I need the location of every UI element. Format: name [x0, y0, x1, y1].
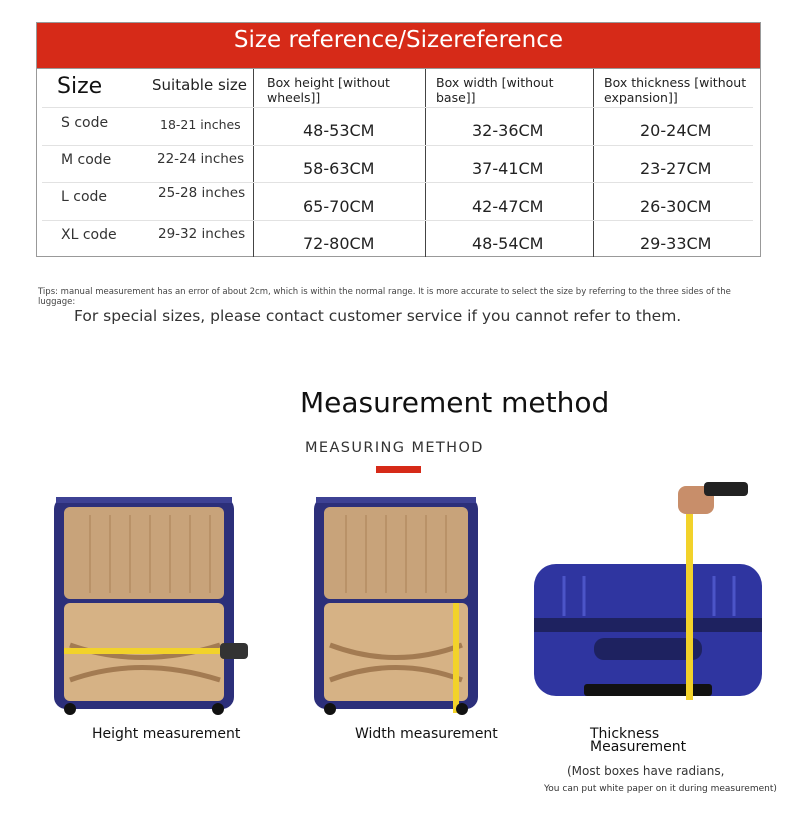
radians-note: (Most boxes have radians,: [567, 764, 725, 778]
row-thickness: 20-24CM: [640, 121, 712, 140]
header-suitable-size: Suitable size: [152, 76, 248, 94]
row-width: 48-54CM: [472, 234, 544, 253]
row-size-code: L code: [61, 189, 108, 205]
caption-thickness: [590, 728, 686, 754]
row-inches: 25-28 inches: [158, 185, 246, 201]
row-height: 58-63CM: [303, 159, 375, 178]
method-title: Measurement method: [300, 386, 610, 419]
tips-small-text: Tips: manual measurement has an error of about 2cm, which is within the normal range. It is more accurate to select the size by referring to the three sides of the luggage:: [38, 287, 731, 307]
accent-divider: [376, 466, 421, 473]
row-width: 37-41CM: [472, 159, 544, 178]
row-thickness: 23-27CM: [640, 159, 712, 178]
header-box-width: Box width [without base]]: [436, 75, 554, 105]
caption-thickness-line2: Measurement: [590, 739, 687, 755]
thickness-measurement-photo: [528, 476, 768, 706]
row-height: 65-70CM: [303, 197, 375, 216]
table-title-banner: Size reference/Sizereference: [37, 23, 760, 69]
caption-width: Width measurement: [355, 726, 498, 742]
method-subtitle: MEASURING METHOD: [305, 440, 484, 456]
row-size-code: S code: [61, 115, 109, 131]
header-size: Size: [57, 74, 103, 99]
table-grid: [37, 69, 760, 257]
row-height: 72-80CM: [303, 234, 375, 253]
row-width: 32-36CM: [472, 121, 544, 140]
header-box-height: Box height [without wheels]]: [267, 75, 390, 105]
row-thickness: 26-30CM: [640, 197, 712, 216]
special-sizes-note: For special sizes, please contact customer service if you cannot refer to them.: [74, 307, 682, 325]
row-size-code: M code: [61, 152, 112, 168]
row-size-code: XL code: [61, 227, 117, 243]
caption-thickness-line1: Thickness: [590, 726, 660, 742]
header-box-thickness: Box thickness [without expansion]]: [604, 75, 747, 105]
row-height: 48-53CM: [303, 121, 375, 140]
row-inches: 22-24 inches: [157, 151, 245, 167]
size-reference-table: [36, 22, 761, 257]
row-thickness: 29-33CM: [640, 234, 712, 253]
row-inches: 29-32 inches: [158, 226, 246, 242]
width-measurement-photo: [300, 495, 490, 717]
white-paper-note: You can put white paper on it during measurement): [544, 784, 777, 794]
caption-height: Height measurement: [92, 726, 241, 742]
row-width: 42-47CM: [472, 197, 544, 216]
height-measurement-photo: [40, 495, 258, 717]
row-inches: 18-21 inches: [160, 117, 241, 132]
